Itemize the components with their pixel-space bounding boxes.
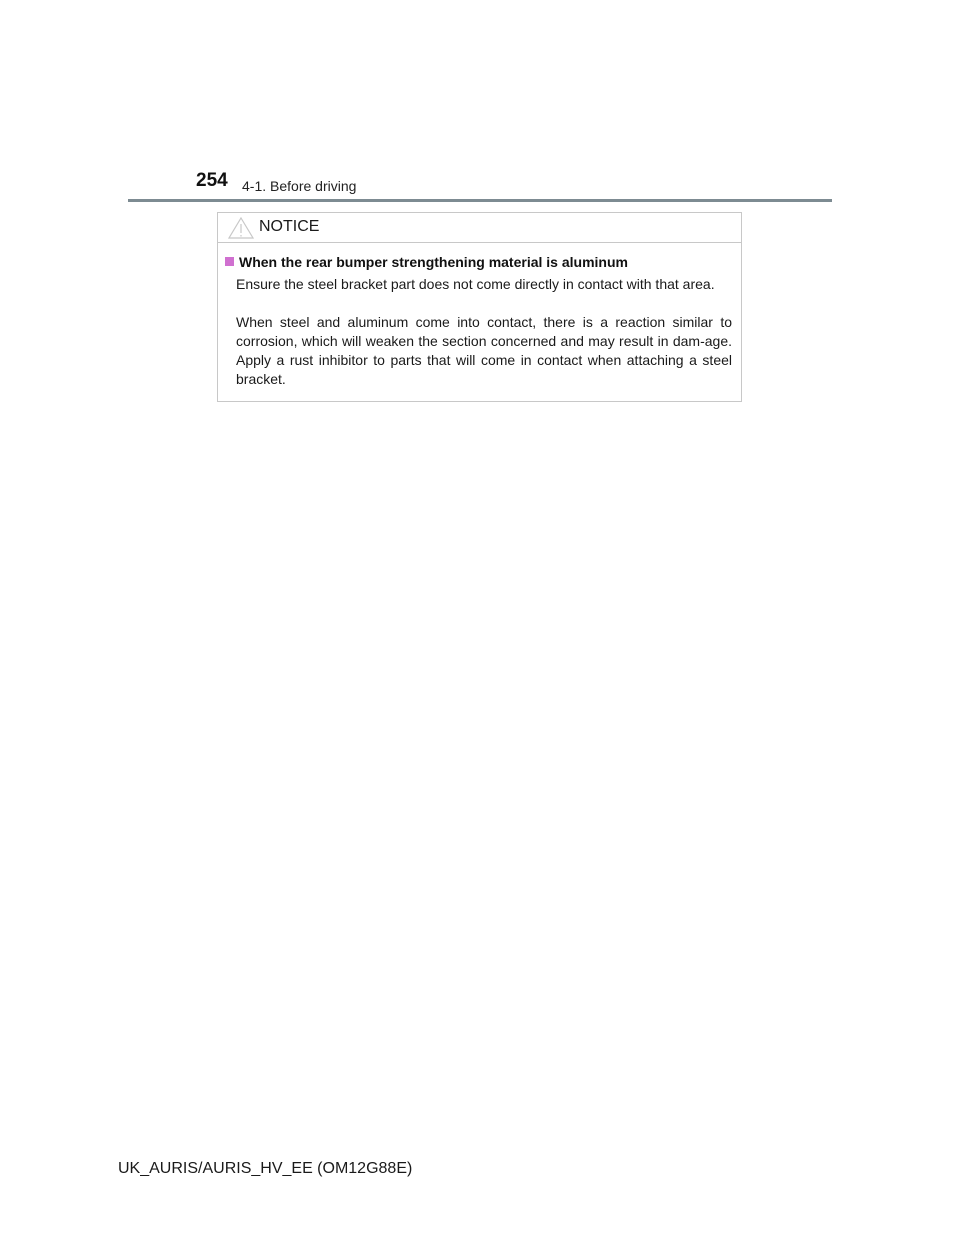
notice-header bbox=[218, 213, 741, 243]
item-title-text: When the rear bumper strengthening material is aluminum bbox=[239, 254, 628, 270]
notice-paragraph-1: Ensure the steel bracket part does not come directly in contact with that area. bbox=[236, 276, 715, 292]
page-number: 254 bbox=[196, 170, 228, 191]
section-title: 4-1. Before driving bbox=[242, 178, 357, 194]
footer-model-code: UK_AURIS/AURIS_HV_EE (OM12G88E) bbox=[118, 1160, 413, 1177]
notice-label: NOTICE bbox=[259, 218, 320, 235]
item-title bbox=[225, 254, 628, 270]
square-bullet-icon bbox=[225, 257, 234, 266]
header-rule bbox=[128, 199, 832, 202]
warning-triangle-icon bbox=[228, 217, 254, 239]
notice-paragraph-2: When steel and aluminum come into contact, there is a reaction similar to corrosion, which will weaken the section concerned and may result in dam-age. Apply a rust inhibitor to parts that will come in contact when attaching a steel bracket. bbox=[236, 314, 732, 387]
notice-box bbox=[217, 212, 742, 402]
